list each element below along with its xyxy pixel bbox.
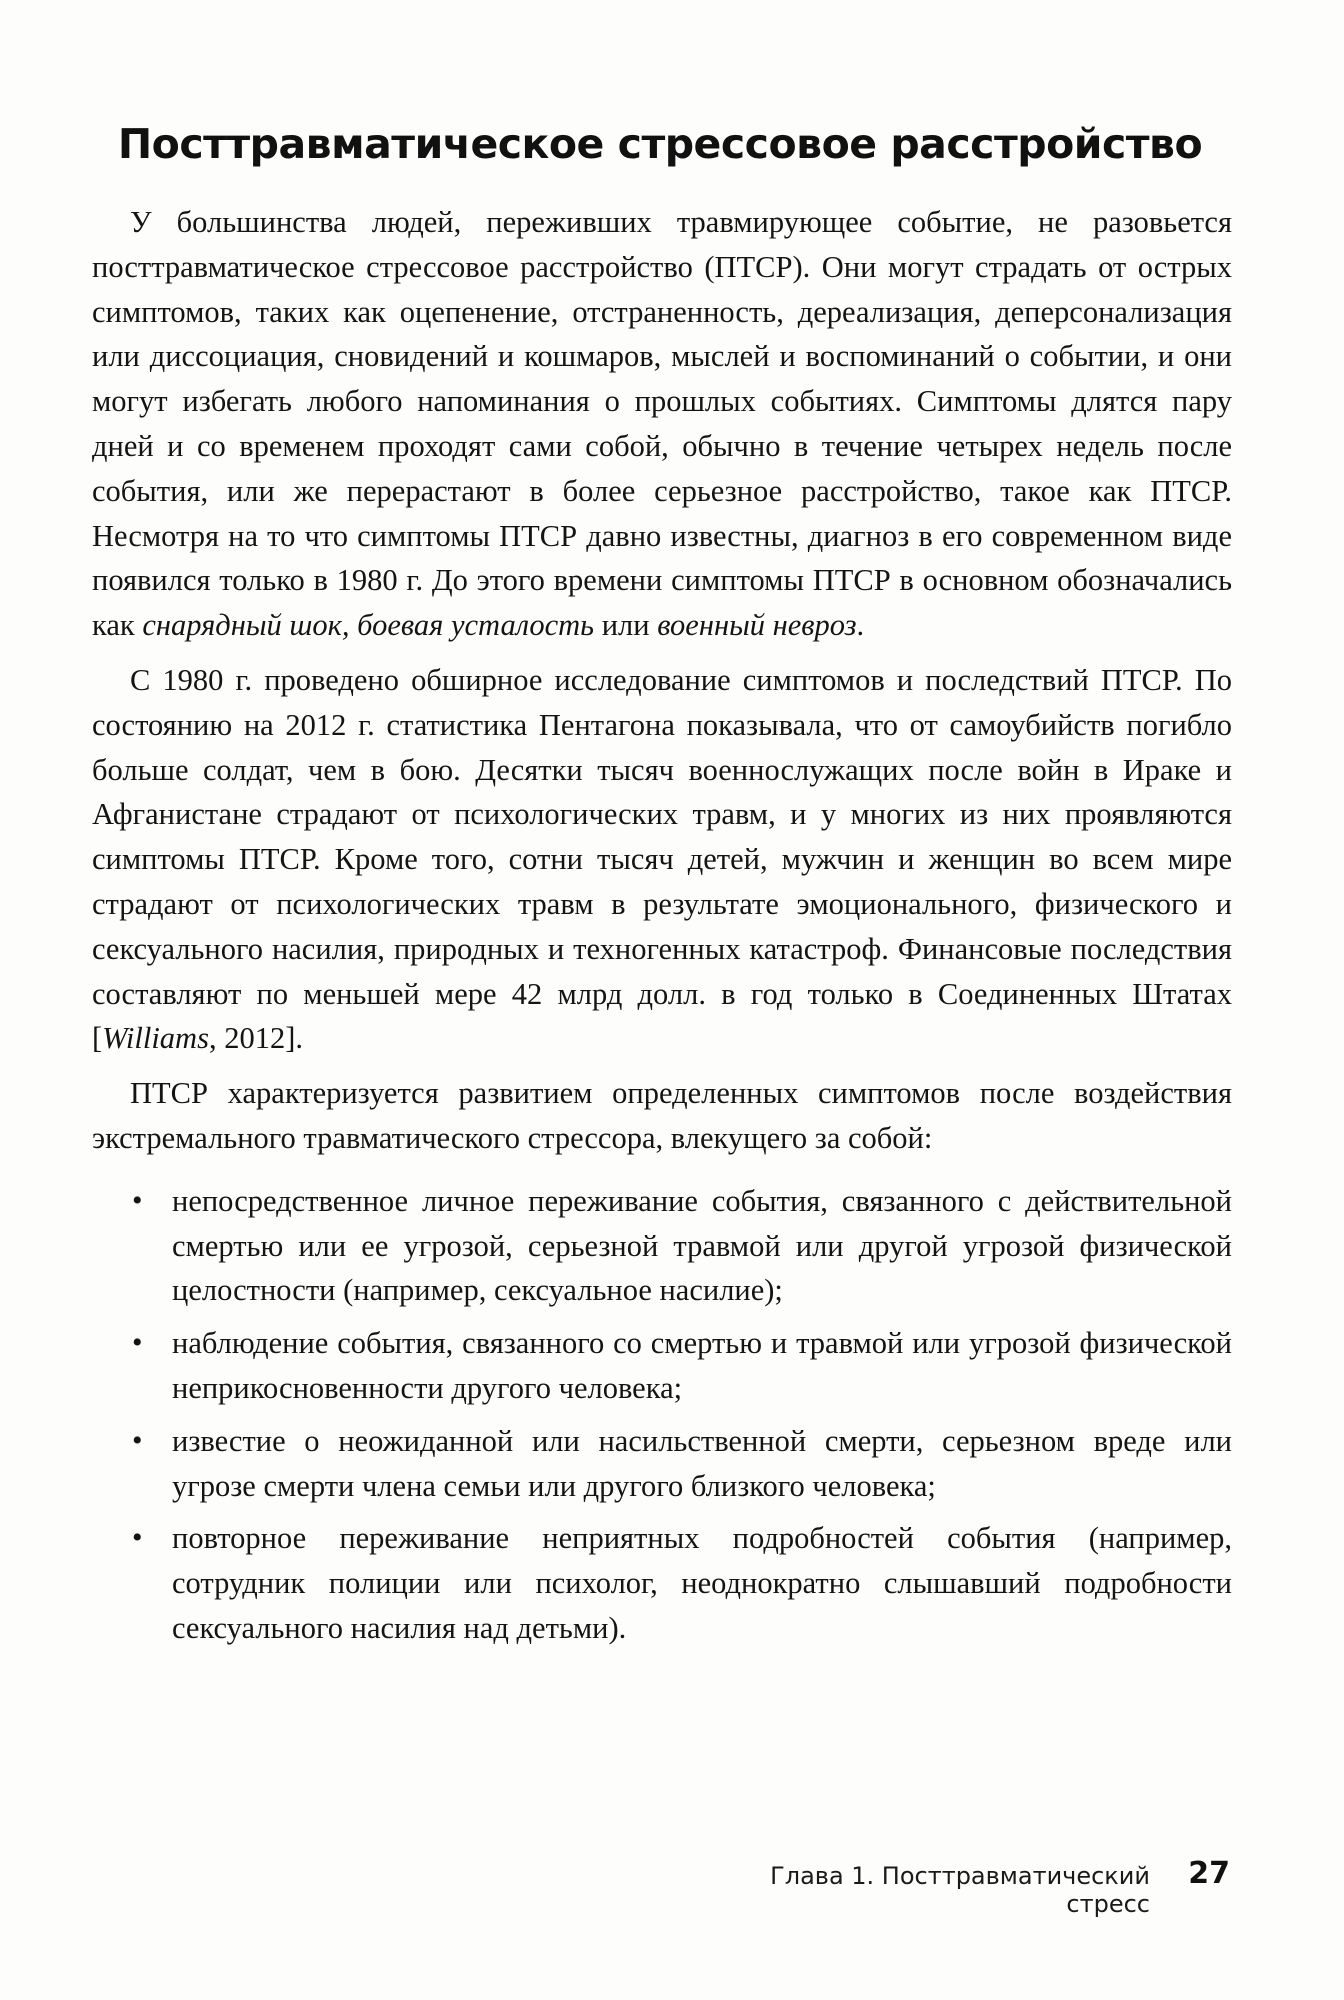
paragraph-1-connector: или bbox=[594, 608, 658, 643]
paragraph-1 bbox=[92, 200, 1232, 648]
paragraph-1-italic-term: военный невроз bbox=[657, 608, 857, 643]
running-footer-chapter: Глава 1. Посттравматический стресс bbox=[770, 1862, 1150, 1918]
list-item-text: известие о неожиданной или насильственной смерти, серьезном вреде или угрозе смерти члена семьи или другого близкого человека; bbox=[172, 1423, 1232, 1503]
paragraph-1-text: У большинства людей, переживших травмирующее событие, не разовьется посттравматическое стрессовое расстройство (ПТСР). Они могут страдать от острых симптомов, таких как оцепенение, отстраненность, дереализация, деперсонализация или диссоциация, сновидений и кошмаров, мыслей и воспоминаний о событии, и они могут избегать любого напоминания о прошлых событиях. Симптомы длятся пару дней и со временем проходят сами собой, обычно в течение четырех недель после события, или же перерастают в более серьезное расстройство, такое как ПТСР. Несмотря на то что симптомы ПТСР давно известны, диагноз в его современном виде появился только в 1980 г. До этого времени симптомы ПТСР в основном обозначались как bbox=[92, 205, 1232, 643]
paragraph-2 bbox=[92, 658, 1232, 1061]
citation-year: , 2012]. bbox=[208, 1021, 303, 1056]
paragraph-1-end: . bbox=[856, 608, 865, 643]
bullet-icon: • bbox=[132, 1423, 143, 1457]
list-item-text: наблюдение события, связанного со смертью и травмой или угрозой физической неприкосновенности другого человека; bbox=[172, 1326, 1232, 1405]
citation-author: Williams bbox=[102, 1021, 209, 1056]
list-item-text: непосредственное личное переживание события, связанного с действительной смертью или ее угрозой, серьезной травмой или другой угрозой физической целостности (например, сексуальное насилие); bbox=[172, 1183, 1232, 1308]
page-number: 27 bbox=[1188, 1856, 1230, 1891]
bullet-list bbox=[92, 1179, 1232, 1651]
paragraph-3: ПТСР характеризуется развитием определенных симптомов после воздействия экстремального травматического стрессора, влекущего за собой: bbox=[92, 1076, 1232, 1155]
list-item bbox=[92, 1179, 1232, 1313]
list-item bbox=[92, 1516, 1232, 1650]
list-item bbox=[92, 1419, 1232, 1509]
list-item bbox=[92, 1321, 1232, 1411]
body-text bbox=[92, 200, 1232, 1659]
paragraph-1-italic-terms: снарядный шок, боевая усталость bbox=[142, 608, 595, 643]
section-heading: Посттравматическое стрессовое расстройство bbox=[117, 120, 1203, 168]
bullet-icon: • bbox=[132, 1521, 143, 1555]
list-item-text: повторное переживание неприятных подробностей события (например, сотрудник полиции или психолог, неоднократно слышавший подробности сексуального насилия над детьми). bbox=[172, 1521, 1232, 1645]
paragraph-2-text: С 1980 г. проведено обширное исследование симптомов и последствий ПТСР. По состоянию на 2012 г. статистика Пентагона показывала, что от самоубийств погибло больше солдат, чем в бою. Десятки тысяч военнослужащих после войн в Ираке и Афганистане страдают от психологических травм, и у многих из них проявляются симптомы ПТСР. Кроме того, сотни тысяч детей, мужчин и женщин во всем мире страдают от психологических травм в результате эмоционального, физического и сексуального насилия, природных и техногенных катастроф. Финансовые последствия составляют по меньшей мере 42 млрд долл. в год только в Соединенных Штатах [ bbox=[92, 662, 1232, 1056]
bullet-icon: • bbox=[132, 1326, 143, 1360]
bullet-icon: • bbox=[132, 1183, 143, 1217]
